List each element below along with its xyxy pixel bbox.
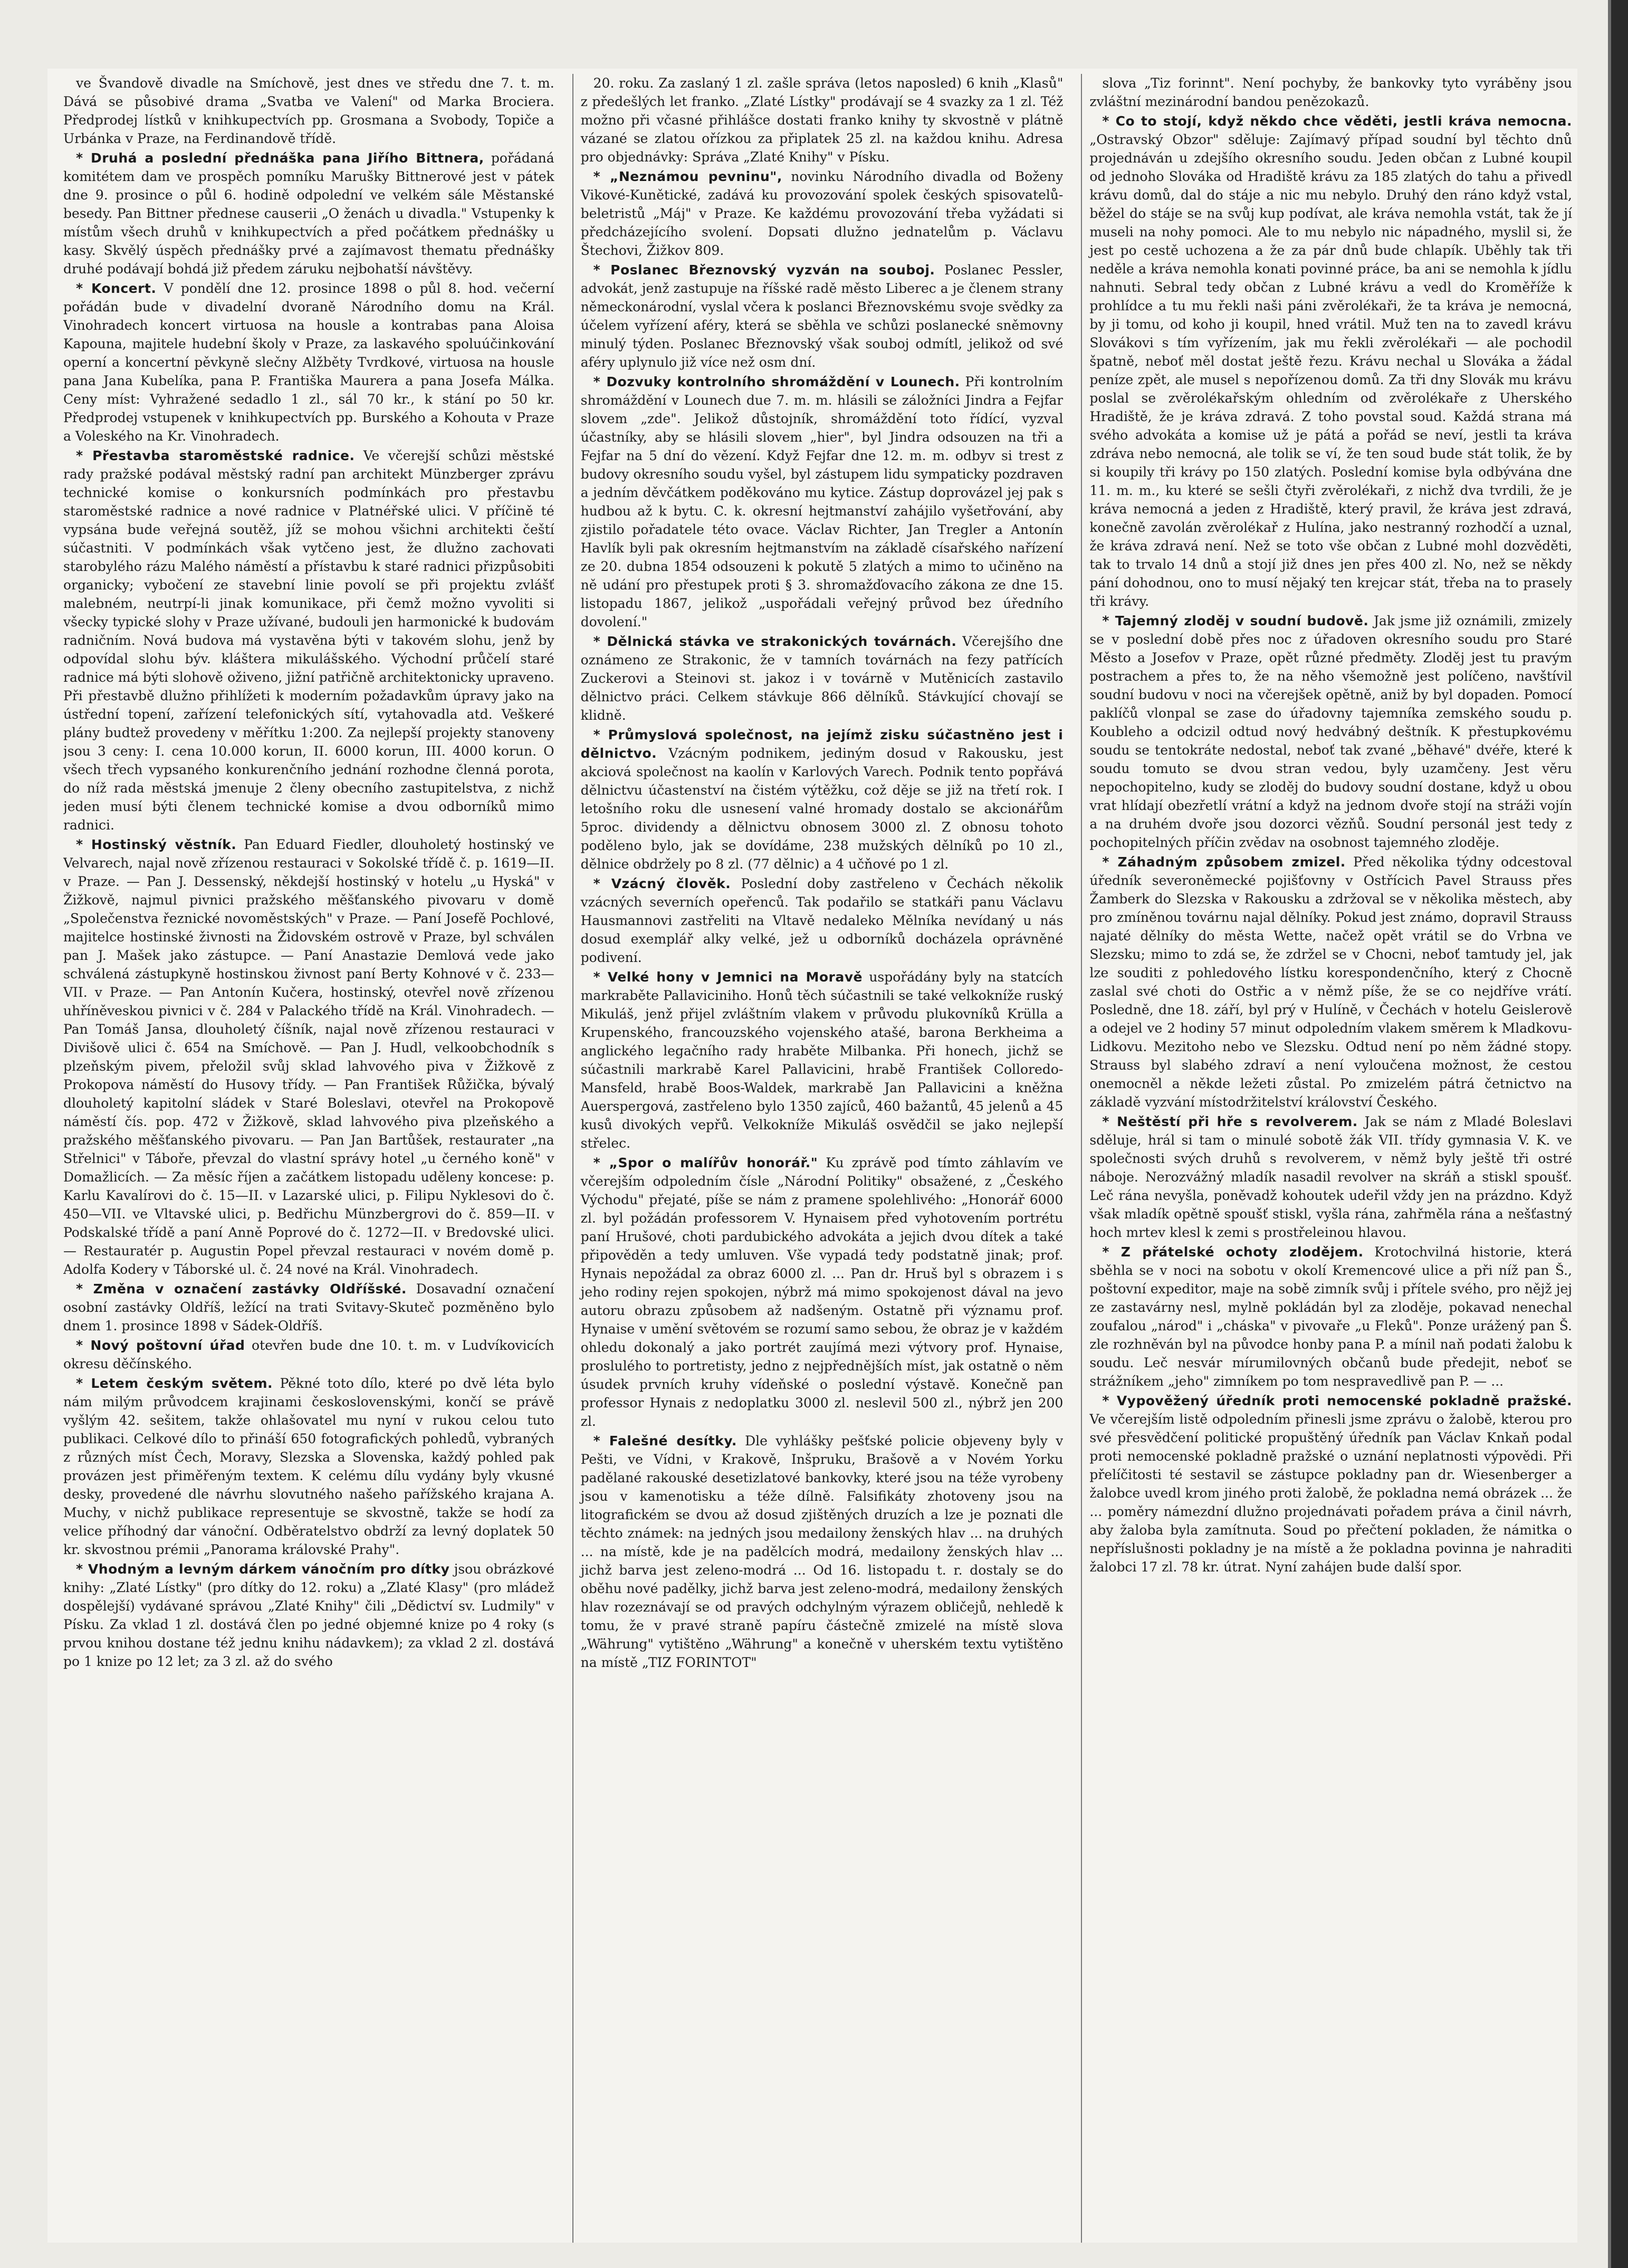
article-text: 20. roku. Za zaslaný 1 zl. zašle správa (letos naposled) 6 knih „Klasů" z předešlých let franko. „Zlaté Lístky" prodávají se 4 svazky za 1 zl. Též možno při včasné přihlášce dostati franko knihy ty skvostně v plátně vázané se zlatou ořízkou za připlatek 25 zl. na každou knihu. Adresa pro objednávky: Správa „Zlaté Knihy" v Písku. bbox=[580, 75, 1064, 165]
article bbox=[581, 74, 1064, 166]
article-headline: * Druhá a poslední přednáška pana Jiřího Bittnera, bbox=[76, 150, 484, 166]
article-text: Poslední doby zastřeleno v Čechách několik vzácných severních opeřenců. Tak podařilo se statkáři panu Václavu Hausmannovi zastřeliti na Vltavě nedaleko Mělníka nevídaný u nás dosud exemplář alky velké, jež u odborníků docházela oprávněné podivení. bbox=[580, 876, 1064, 965]
article-headline: * Dozvuky kontrolního shromáždění v Lounech. bbox=[593, 374, 960, 389]
article-text: Ve včerejším listě odpoledním přinesli jsme zprávu o žalobě, kterou pro své přesvědčení politické propuštěný úředník pan Václav Knkaň podal proti nemocenské pokladně pražské o uznání neplatnosti výpovědi. Při přelíčitosti té sestavil se zástupce pokladny pan dr. Wiesenberger a žalobce uvedl krom jiného proti žalobě, že pokladna nemá obrázek ... že ... poměry námezdní dlužno projednávati pořadem práva a činil návrh, aby žaloba byla zamítnuta. Soud po přečtení pokladen, že námitka o nepříslušnosti pokladny je na místě a že pokladna povinna je nahraditi žalobci 17 zl. 78 kr. útrat. Nyní zahájen bude další spor. bbox=[1089, 1412, 1572, 1575]
article bbox=[63, 279, 554, 445]
article-text: otevřen bude dne 10. t. m. v Ludvíkovicích okresu děčínského. bbox=[63, 1338, 554, 1371]
article-text: Včerejšího dne oznámeno ze Strakonic, že v tamních továrnách na fezy patřících Zuckerovi a Steinovi st. jakoz i v továrně v Mutěnicích zastavilo dělnictvo práci. Celkem stávkuje 866 dělníků. Stávkující chovají se klidně. bbox=[580, 634, 1064, 723]
article bbox=[1089, 1392, 1572, 1576]
article-headline: * Přestavba staroměstské radnice. bbox=[76, 448, 355, 463]
article-headline: * Změna v označení zastávky Oldříšské. bbox=[76, 1281, 407, 1297]
article-text: Jak se nám z Mladé Boleslavi sděluje, hrál si tam o minulé sobotě žák VII. třídy gymnasia V. K. ve společnosti svých druhů s revolverem, v němž byly ještě tři ostré náboje. Nerozvážný mladík nasadil revolver na skráň a stiskl spoušť. Leč rána nevyšla, poněvadž kohoutek udeřil vždy jen na prázdno. Když však mladík opětně spoušť stiskl, vyšla rána, zahřměla rána a nešťastný hoch mrtev klesl k zemi s prostřeleinou hlavou. bbox=[1089, 1114, 1572, 1240]
article-text: Pan Eduard Fiedler, dlouholetý hostinský ve Velvarech, najal nově zřízenou restauraci v Sokolské třídě č. p. 1619—II. v Praze. — Pan J. Dessenský, někdejší hostinský v hotelu „u Hyská" v Žižkově, najmul pivnici pražského měšťanského pivovaru v domě „Společenstva řeznické novoměstských" v Praze. — Paní Josefě Pochlové, majitelce hostinské živnosti na Židovském ostrově v Praze, byl schválen pan J. Mašek jako zástupce. — Paní Anastazie Demlová vede jako schválená zástupkyně hostinskou živnost paní Berty Kohnové v č. 233—VII. v Praze. — Pan Antonín Kučera, hostinský, otevřel nově zřízenou uhříněveskou pivnici v č. 284 v Palackého třídě na Král. Vinohradech. — Pan Tomáš Jansa, dlouholetý číšník, najal nově zřízenou restauraci v Divišově ulici č. 654 na Smíchově. — Pan J. Hudl, velkoobchodník s plzeňským pivem, přeložil svůj sklad lahvového piva v Žižkově z Prokopova náměstí do Husovy třídy. — Pan František Růžička, bývalý dlouholetý kapitolní sládek v Staré Boleslavi, otevřel na Prokopově náměstí čís. pop. 472 v Žižkově, sklad lahvového piva plzeňského a pražského měšťanského pivovaru. — Pan Jan Bartůšek, restaurater „na Střelnici" v Táboře, převzal do vlastní správy hotel „u černého koně" v Domažlicích. — Za měsíc říjen a začátkem listopadu uděleny koncese: p. Karlu Kavalírovi do č. 15—II. v Lazarské ulici, p. Filipu Nyklesovi do č. 450—VII. ve Vltavské ulici, p. Bedřichu Münzbergrovi do č. 859—II. v Podskalské třídě a paní Anně Poprové do č. 1272—II. v Bredovské ulici. — Restauratér p. Augustin Popel převzal restauraci v novém domě p. Adolfa Kodery v Táborské ul. č. 24 nové na Král. Vinohradech. bbox=[63, 837, 554, 1277]
scan-edge bbox=[1608, 0, 1628, 2268]
article bbox=[63, 1280, 554, 1335]
article bbox=[581, 261, 1064, 371]
article-text: Poslanec Pessler, advokát, jenž zastupuje na říšské radě město Liberec a je členem strany německonárodní, vyslal včera k poslanci Březnovskému svoje svědky za účelem vyřízení aféry, která se sběhla ve schůzi poslanecké sněmovny minulý týden. Poslanec Březnovský však souboj odmítl, jelikož od své aféry uplynulo již více než osm dní. bbox=[580, 262, 1064, 370]
article-headline: * Velké hony v Jemnici na Moravě bbox=[593, 969, 863, 985]
article-text: „Ostravský Obzor" sděluje: Zajímavý případ soudní byl těchto dnů projednáván u zdejšího okresního soudu. Jeden občan z Lubné koupil od jednoho Slováka od Hradiště krávu za 185 zlatých do tahu a přivedl krávu domů, dal do stáje a nic mu nebylo. Druhý den ráno když vstal, běžel do stáje se na svůj kup podívat, ale kráva nemohla vstát, tak že jí museli na nohy pomoci. Ale to mu nebylo nic nápadného, myslil si, že jest po cestě uchozena a že za pár dnů bude chlapík. Uběhly tak tři neděle a kráva nemohla konati povinné práce, ba ani se nemohla k jídlu nahnuti. Sebral tedy občan z Lubné krávu a vedl do Kroměříže k prohlídce a tu mu řekli naši páni zvěrolékaři, že ta kráva je nemocná, by ji tomu, od koho ji koupil, hned vrátil. Muž ten na to zavedl krávu Slovákovi s tím vyřízením, jak mu řekli zvěrolékaři — ale pochodil špatně, neboť měl dostat ještě řezu. Krávu nechal u Slováka a žádal peníze zpět, ale musel s nepořízenou domů. Za tři dny Slovák mu krávu poslal se zvěrolékařským ohledním od zvěrolékaře z Uherského Hradiště, že je kráva zdravá. Z toho povstal soud. Každá strana má svého advokáta a komise už je pátá a pořád se neví, jestli ta kráva zdráva nebo nemocná, ale tolik se ví, že ten soud bude stát tolik, že by si koupily tři krávy po 150 zlatých. Poslední komise byla odbývána dne 11. m. m., ku které se sešli čtyři zvěrolékaři, z nichž dva tvrdili, že je kráva nemocná a jeden z Hradiště, který pravil, že kráva jest zdravá, konečně zavolán zvěrolékař z Hulína, jako nestranný rozhodčí a uznal, že kráva zdravá není. Než se toto vše občan z Lubné mohl dozvěděti, tak to trvalo 14 dnů a stojí již dnes jen přes 400 zl. No, než se někdy pání dohodnou, ono to musí nějaký ten krejcar stát, třeba na to prasely tři krávy. bbox=[1089, 132, 1572, 609]
article bbox=[1089, 112, 1572, 611]
article-text: Pěkné toto dílo, které po dvě léta bylo nám milým průvodcem krajinami československými, končí se právě vyšlým 42. sešitem, takže ohlašovatel mu nyní v rukou celou tuto publikaci. Celkové dílo to přináší 650 fotografických pohledů, vybraných z různých míst Čech, Moravy, Slezska a Slovenska, každý pohled pak provázen jest přiměřeným textem. K celému dílu vydány byly vkusné desky, provedené dle návrhu slovutného našeho pařížského krajana A. Muchy, v nichž publikace representuje se skvostně, takže se hodí za velice příhodný dar vánoční. Odběratelstvo obdrží za levný doplatek 50 kr. skvostnou prémii „Panorama královské Prahy". bbox=[63, 1376, 554, 1557]
article-text: Před několika týdny odcestoval úředník severoněmecké pojišťovny v Ostřícich Pavel Strauss přes Žamberk do Slezska v Rakousku a zdržoval se v několika městech, aby pro zmíněnou továrnu najal dělníky. Pokud jest známo, dopravil Strauss najaté dělníky do města Wette, načež opět vrátil se do Vrbna ve Slezsku; mimo to zdá se, že zdržel se v Chocni, neboť tamtudy jel, jak lze souditi z pohledového lístku korespondenčního, který z Chocně zaslal své choti do Ostřic a v němž píše, že se co nejdříve vrátí. Posledně, dne 18. září, byl prý v Hulíně, v Čechách v hotelu Geislerově a odejel ve 2 hodiny 57 minut odpoledním vlakem směrem k Mladkovu-Lidkovu. Mezitoho nebo ve Slezsku. Odtud není po něm žádné stopy. Strauss byl slabého zdraví a není vyloučena možnost, že cestou onemocněl a někde ležeti zůstal. Po zmizelém pátrá četnictvo na základě vyzvání místodržitelství království Českého. bbox=[1089, 854, 1572, 1110]
article-text: Dle vyhlášky pešťské policie objeveny byly v Pešti, ve Vídni, v Krakově, Inšpruku, Brašově a v Novém Yorku padělané rakouské desetizlatové bankovky, které jsou na téže vyrobeny jsou v kamenotisku a téže dílně. Falsifikáty zhotoveny jsou na litografickém se dvou až dosud zjištěných druzích a lze je poznati dle těchto známek: na jedných jsou medailony ženských hlav ... na druhých ... na místě, kde je na padělcích modrá, medailony ženských hlav ... jichž barva jest zeleno-modrá ... Od 16. listopadu t. r. dostaly se do oběhu nové padělky, jichž barva jest zeleno-modrá, medailony ženských hlav rozeznávají se od pravých odchylným výrazem obličejů, nehledě k tomu, že v pravé straně papíru částečně zmizelé na místě slova „Währung" vytištěno „Währung" a konečně v uherském textu vytištěno na místě „TIZ FORINTOT" bbox=[580, 1433, 1064, 1670]
article bbox=[1089, 74, 1572, 111]
article-headline: * Vypověžený úředník proti nemocenské pokladně pražské. bbox=[1102, 1393, 1572, 1408]
article-headline: * Hostinský věstník. bbox=[76, 837, 237, 852]
article-headline: * Dělnická stávka ve strakonických továrnách. bbox=[593, 634, 957, 649]
column-3 bbox=[1081, 74, 1572, 2243]
article-headline: * Průmyslová společnost, na jejímž zisku súčastněno jest i dělnictvo. bbox=[580, 727, 1064, 761]
article-text: ve Švandově divadle na Smíchově, jest dnes ve středu dne 7. t. m. Dává se působivé drama „Svatba ve Valení" od Marka Brociera. Předprodej lístků v knihkupectvích pp. Grosmana a Svobody, Topiče a Urbánka v Praze, na Ferdinandově třídě. bbox=[63, 75, 554, 146]
article bbox=[581, 1154, 1064, 1431]
article bbox=[581, 632, 1064, 725]
article-text: jsou obrázkové knihy: „Zlaté Lístky" (pro dítky do 12. roku) a „Zlaté Klasy" (pro mládež dospělejší) vydávané správou „Zlaté Knihy" čili „Dědictví sv. Ludmily" v Písku. Za vklad 1 zl. dostává člen po jedné objemné knize po 4 roky (s prvou knihou dostane též jednu knihu nádavkem); za vklad 2 zl. dostává po 1 knize po 12 let; za 3 zl. až do svého bbox=[63, 1561, 554, 1669]
article-text: pořádaná komitétem dam ve prospěch pomníku Marušky Bittnerové jest v pátek dne 9. prosince o půl 6. hodině odpolední ve velkém sále Městanské besedy. Pan Bittner přednese causerii „O ženách u divadla." Vstupenky k místům všech druhů v knihkupectvích a před počátkem přednášky u kasy. Skvělý úspěch přednášky prvé a zajímavost thematu přednášky druhé podávají bohdá již předem záruku nejbohatší návštěvy. bbox=[63, 150, 554, 277]
article bbox=[63, 1374, 554, 1559]
article bbox=[63, 74, 554, 148]
article-text: Jak jsme již oznámili, zmizely se v poslední době přes noc z úřadoven okresního soudu pro Staré Město a Josefov v Praze, opět různé předměty. Zloděj jest tu pravým postrachem a přes to, že na něho všemožně jest políčeno, navštívil soudní budovu v noci na včerejšek opětně, aniž by byl dopaden. Pomocí paklíčů vlonpal se zase do úřadovny tajemníka zemského soudu p. Koubleho a odcizil odtud nový hedvábný deštník. K přestupkovému soudu se tentokráte nedostal, neboť tak zvané „běhavé" dvéře, které k soudu tomuto se dvou stran vedou, byly uzamčeny. Jest věru nepochopitelno, kudy se zloděj do budovy soudní dostane, když u obou vrat hlídají obezřetlí vrátní a když na jednom dvoře stojí na stráži vojín a na druhém dvoře jsou dozorci vězňů. Soudní personál jest tedy z pochopitelných příčin zvědav na osobnost tajemného zloděje. bbox=[1089, 613, 1572, 850]
article bbox=[581, 726, 1064, 873]
article-headline: * Poslanec Březnovský vyzván na souboj. bbox=[593, 262, 935, 278]
article-headline: * Vzácný člověk. bbox=[593, 876, 731, 891]
article-headline: * Letem českým světem. bbox=[76, 1376, 273, 1391]
article bbox=[63, 835, 554, 1279]
article-text: Ku zprávě pod tímto záhlavím ve včerejším odpoledním čísle „Národní Politiky" obsažené, z „Českého Východu" přejaté, píše se nám z pramene spolehlivého: „Honorář 6000 zl. byl požádán professorem V. Hynaisem před vyhotovením portrétu paní Hrušové, choti pardubického advokáta a jejich dvou dítek a také připověděn a tedy umluven. Vše vypadá tedy podstatně jinak; prof. Hynais nepožádal za obraz 6000 zl. ... Pan dr. Hruš byl s obrazem i s jeho rodiny rejen spokojen, nýbrž má mimo spokojenost dával na jevo autoru obrazu způsobem až nadšeným. Ostatně při významu prof. Hynaise v umění světovém se rozumí samo sebou, že obraz je v každém ohledu dokonalý a jako portrét zaujímá mezi výtvory prof. Hynaise, proslulého to portretisty, jedno z nejpřednějších míst, jak ostatně o něm úsudek prvních kruhy vídeňské o poslední výstavě. Konečně pan professor Hynais z nedoplatku 3000 zl. neslevil 500 zl., nýbrž jen 200 zl. bbox=[580, 1155, 1064, 1429]
article bbox=[63, 1336, 554, 1373]
article bbox=[1089, 853, 1572, 1111]
article-headline: * „Spor o malířův honorář." bbox=[593, 1155, 818, 1170]
article-text: novinku Národního divadla od Boženy Vikové-Kunětické, zadává ku provozování spolek českých spisovatelů-beletristů „Máj" v Praze. Ke každému provozování třeba vyžádati si předcházejícího svolení. Dopsati dlužno jednatelům p. Václavu Štechovi, Žižkov 809. bbox=[580, 169, 1064, 258]
article-headline: * Vhodným a levným dárkem vánočním pro dítky bbox=[76, 1561, 450, 1577]
article-text: Krotochvilná historie, která sběhla se v noci na sobotu v okolí Kremencové ulice a při níž pan Š., poštovní expeditor, maje na sobě zimník svůj i přítele svého, pro nějž jej ze zastavárny nesl, mylně pokládán byl za zloděje, pokavad nenechal zoufalou „národ" i „cháska" v pivovaře „u Fleků". Ponze urážený pan Š. zle rozhněván byl na původce honby pana P. a mínil naň podati žalobu k soudu. Leč nesvár mírumilovných občanů bude předejit, neboť se strážníkem „jeho" zimníkem po tom nespravedlivě pan P. — ... bbox=[1089, 1244, 1572, 1389]
article-headline: * „Neznámou pevninu", bbox=[593, 169, 782, 184]
article-headline: * Co to stojí, když někdo chce věděti, jestli kráva nemocna. bbox=[1102, 113, 1572, 129]
article bbox=[581, 968, 1064, 1152]
article bbox=[1089, 1112, 1572, 1242]
article-headline: * Falešné desítky. bbox=[593, 1433, 737, 1449]
article-text: uspořádány byly na statcích markraběte Pallaviciniho. Honů těch súčastnili se také velkokníže ruský Mikuláš, jenž přijel zvláštním vlakem v průvodu plukovníků Krülla a Krupenského, francouzského vojenského atašé, barona Berkheima a anglického legačního rady hraběte Milbanka. Při honech, jichž se súčastnili markrabě Karel Pallavicini, hrabě František Colloredo-Mansfeld, hrabě Boos-Waldek, markrabě Jan Pallavicini a kněžna Auerspergová, zastřeleno bylo 1350 zajíců, 460 bažantů, 45 jelenů a 45 kusů divokých vepřů. Velkokníže Mikuláš osvědčil se jako nejlepší střelec. bbox=[580, 969, 1064, 1151]
article bbox=[63, 149, 554, 278]
article bbox=[581, 373, 1064, 631]
article-headline: * Tajemný zloděj v soudní budově. bbox=[1102, 613, 1369, 628]
article-headline: * Neštěstí při hře s revolverem. bbox=[1102, 1114, 1358, 1129]
article-headline: * Z přátelské ochoty zlodějem. bbox=[1102, 1244, 1364, 1260]
text-columns bbox=[63, 74, 1572, 2243]
article-headline: * Nový poštovní úřad bbox=[76, 1338, 245, 1353]
article-text: slova „Tiz forinnt". Není pochyby, že bankovky tyto vyráběny jsou zvláštní mezinárodní bandou penězokazů. bbox=[1089, 75, 1572, 109]
article-text: Ve včerejší schůzi městské rady pražské podával městský radní pan architekt Münzberger zprávu technické komise o konkursních podmínkách pro přestavbu staroměstské radnice a nové radnice v Platnéřské ulici. V příčině té vypsána bude veřejná soutěž, jíž se mohou všichni architekti čeští súčastniti. V podmínkách však vytčeno jest, že dlužno zachovati starobylého rázu Malého náměstí a přístavbu k staré radnici přizpůsobiti organicky; vybočení ze stavební linie povolí se při projektu zvlášť malebném, neutrpí-li jinak komunikace, při čemž možno vyvoliti si všecky typické slohy v Praze užívané, budouli jen harmonické k budovám radničním. Nová budova má vystavěna býti v takovém slohu, jenž by odpovídal slohu býv. kláštera mikulášského. Východní průčelí staré radnice má býti slohově oživeno, jižní patřičně architektonicky upraveno. Při přestavbě dlužno přihlížeti k moderním požadavkům úpravy jako na ústřední topení, zařízení telefonických sítí, vytahovadla atd. Veškeré plány budtež provedeny v měřítku 1:200. Za nejlepší projekty stanoveny jsou 3 ceny: I. cena 10.000 korun, II. 6000 korun, III. 4000 korun. O všech třech vypsaného konkurenčního jednání rozhodne členná porota, do níž rada městská jmenuje 2 členy obecního zastupitelstva, z nichž jeden musí býti členem technické komise a dvou odborníků mimo radnici. bbox=[63, 448, 554, 833]
column-2 bbox=[572, 74, 1064, 2243]
column-1 bbox=[63, 74, 554, 2243]
article-text: Při kontrolním shromáždění v Lounech due 7. m. m. hlásili se záložníci Jindra a Fejfar slovem „zde". Jelikož důstojník, shromáždění toto řídící, vyzval účastníky, aby se hlásili slovem „hier", byl Jindra odsouzen na tři a Fejfar na 5 dní do vězení. Když Fejfar dne 12. m. m. odbyv si trest z budovy okresního soudu vyšel, byl zástupem lidu sympaticky pozdraven a jedním děvčátkem poděkováno mu kytice. Zástup doprovázel jej pak s hudbou až k bytu. C. k. okresní hejtmanství zahájilo vyšetřování, aby zjistilo pořadatele této ovace. Václav Richter, Jan Tregler a Antonín Havlík byli pak okresním hejtmanstvím na základě císařského nařízení ze 20. dubna 1854 odsouzeni k pokutě 5 zlatých a mimo to učiněno na ně udání pro přestupek proti § 3. shromažďovacího zákona ze dne 15. listopadu 1867, jelikož „uspořádali veřejný průvod bez úředního dovolení." bbox=[580, 374, 1064, 630]
article-headline: * Záhadným způsobem zmizel. bbox=[1102, 854, 1346, 870]
article-text: V pondělí dne 12. prosince 1898 o půl 8. hod. večerní pořádán bude v divadelní dvoraně Národního domu na Král. Vinohradech koncert virtuosa na housle a kontrabas pana Aloisa Kapouna, majitele hudební školy v Praze, za laskavého spoluúčinkování operní a koncertní pěvkyně slečny Alžběty Tvrdkové, virtuosa na housle pana Jana Kubelíka, pana P. Františka Maurera a pana Josefa Málka. Ceny míst: Vyhražené sedadlo 1 zl., sál 70 kr., k stání po 50 kr. Předprodej vstupenek v knihkupectvích pp. Burského a Kohouta v Praze a Voleského na Kr. Vinohradech. bbox=[63, 281, 554, 444]
article bbox=[581, 874, 1064, 967]
article bbox=[63, 446, 554, 834]
article bbox=[1089, 612, 1572, 852]
article-text: Dosavadní označení osobní zastávky Oldříš, ležící na trati Svitavy-Skuteč pozměněno bylo dnem 1. prosince 1898 v Sádek-Oldříš. bbox=[63, 1281, 554, 1333]
article bbox=[63, 1560, 554, 1671]
article bbox=[1089, 1243, 1572, 1390]
article bbox=[581, 1432, 1064, 1672]
article-headline: * Koncert. bbox=[76, 281, 157, 296]
article-text: Vzácným podnikem, jediným dosud v Rakousku, jest akciová společnost na kaolín v Karlových Varech. Podnik tento popřává dělnictvu účastenství na čistém výtěžku, což děje se již na třetí rok. I letošního roku dle usnesení valné hromady dostalo se akcionářům 5proc. dividendy a dělnictvu obnosem 3000 zl. Z obnosu tohoto poděleno bylo, jak se dovídáme, 238 mužských dělníků po 10 zl., dělnice obdržely po 8 zl. (77 dělnic) a 4 učňové po 1 zl. bbox=[580, 746, 1064, 872]
article bbox=[581, 167, 1064, 260]
